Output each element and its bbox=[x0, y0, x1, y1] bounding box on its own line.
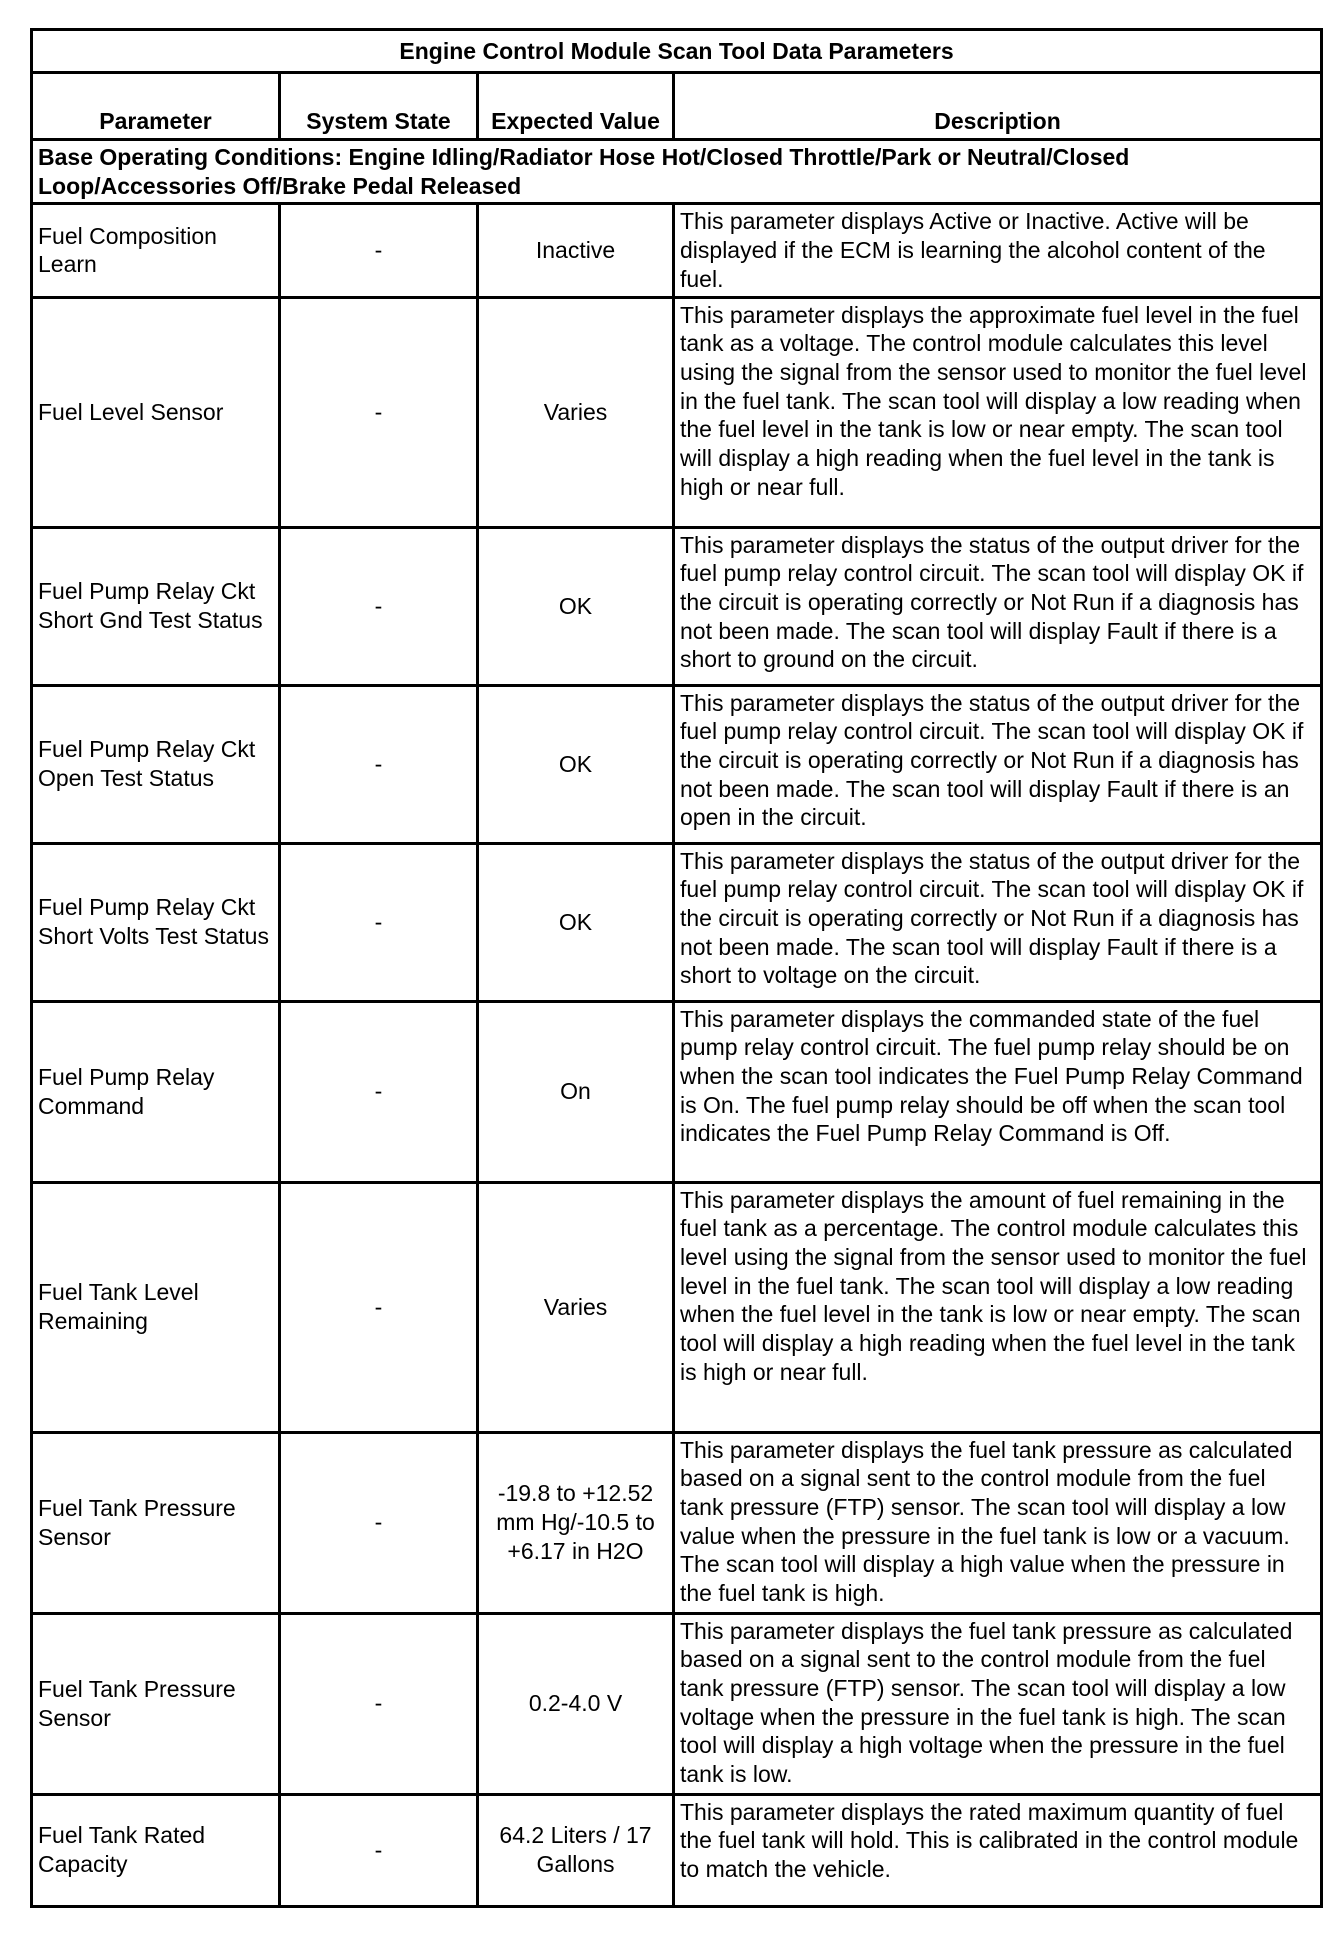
expected-value-cell: Varies bbox=[478, 1182, 674, 1432]
table-row bbox=[32, 685, 1322, 843]
system-state-cell: - bbox=[280, 1794, 478, 1906]
table-row bbox=[32, 527, 1322, 685]
table-row bbox=[32, 1794, 1322, 1906]
description-cell: This parameter displays the amount of fuel remaining in the fuel tank as a percentage. The control module calculates this level using the signal from the sensor used to monitor the fuel level in the fuel tank. The scan tool will display a low reading when the fuel level in the tank is low or near empty. The scan tool will display a high reading when the fuel level in the tank is high or near full. bbox=[674, 1182, 1322, 1432]
expected-value-cell: OK bbox=[478, 685, 674, 843]
header-description: Description bbox=[674, 73, 1322, 140]
table-row bbox=[32, 297, 1322, 527]
parameter-cell: Fuel Tank Level Remaining bbox=[32, 1182, 280, 1432]
parameter-cell: Fuel Composition Learn bbox=[32, 204, 280, 297]
system-state-cell: - bbox=[280, 1182, 478, 1432]
parameter-cell: Fuel Pump Relay Ckt Open Test Status bbox=[32, 685, 280, 843]
expected-value-cell: Inactive bbox=[478, 204, 674, 297]
description-cell: This parameter displays the status of the output driver for the fuel pump relay control circuit. The scan tool will display OK if the circuit is operating correctly or Not Run if a diagnosis has not been made. The scan tool will display Fault if there is a short to voltage on the circuit. bbox=[674, 843, 1322, 1001]
table-row bbox=[32, 1182, 1322, 1432]
base-conditions-row bbox=[32, 140, 1322, 204]
header-system-state: System State bbox=[280, 73, 478, 140]
system-state-cell: - bbox=[280, 685, 478, 843]
parameter-cell: Fuel Tank Pressure Sensor bbox=[32, 1613, 280, 1794]
system-state-cell: - bbox=[280, 1613, 478, 1794]
expected-value-cell: OK bbox=[478, 843, 674, 1001]
system-state-cell: - bbox=[280, 297, 478, 527]
expected-value-cell: -19.8 to +12.52 mm Hg/-10.5 to +6.17 in H2O bbox=[478, 1432, 674, 1613]
description-cell: This parameter displays the approximate fuel level in the fuel tank as a voltage. The control module calculates this level using the signal from the sensor used to monitor the fuel level in the fuel tank. The scan tool will display a low reading when the fuel level in the tank is low or near empty. The scan tool will display a high reading when the fuel level in the tank is high or near full. bbox=[674, 297, 1322, 527]
header-parameter: Parameter bbox=[32, 73, 280, 140]
system-state-cell: - bbox=[280, 204, 478, 297]
description-cell: This parameter displays the rated maximum quantity of fuel the fuel tank will hold. This is calibrated in the control module to match the vehicle. bbox=[674, 1794, 1322, 1906]
table-title: Engine Control Module Scan Tool Data Parameters bbox=[32, 30, 1322, 73]
base-conditions: Base Operating Conditions: Engine Idling/Radiator Hose Hot/Closed Throttle/Park or Neutral/Closed Loop/Accessories Off/Brake Pedal Released bbox=[32, 140, 1322, 204]
description-cell: This parameter displays the status of the output driver for the fuel pump relay control circuit. The scan tool will display OK if the circuit is operating correctly or Not Run if a diagnosis has not been made. The scan tool will display Fault if there is an open in the circuit. bbox=[674, 685, 1322, 843]
scan-tool-data-table bbox=[30, 28, 1323, 1908]
expected-value-cell: 64.2 Liters / 17 Gallons bbox=[478, 1794, 674, 1906]
table-title-row bbox=[32, 30, 1322, 73]
description-cell: This parameter displays the commanded state of the fuel pump relay control circuit. The fuel pump relay should be on when the scan tool indicates the Fuel Pump Relay Command is On. The fuel pump relay should be off when the scan tool indicates the Fuel Pump Relay Command is Off. bbox=[674, 1001, 1322, 1182]
parameter-cell: Fuel Level Sensor bbox=[32, 297, 280, 527]
parameter-cell: Fuel Pump Relay Command bbox=[32, 1001, 280, 1182]
header-expected-value: Expected Value bbox=[478, 73, 674, 140]
system-state-cell: - bbox=[280, 1001, 478, 1182]
table-row bbox=[32, 1432, 1322, 1613]
description-cell: This parameter displays Active or Inactive. Active will be displayed if the ECM is learning the alcohol content of the fuel. bbox=[674, 204, 1322, 297]
system-state-cell: - bbox=[280, 1432, 478, 1613]
table-row bbox=[32, 1613, 1322, 1794]
expected-value-cell: OK bbox=[478, 527, 674, 685]
expected-value-cell: On bbox=[478, 1001, 674, 1182]
system-state-cell: - bbox=[280, 843, 478, 1001]
description-cell: This parameter displays the status of the output driver for the fuel pump relay control circuit. The scan tool will display OK if the circuit is operating correctly or Not Run if a diagnosis has not been made. The scan tool will display Fault if there is a short to ground on the circuit. bbox=[674, 527, 1322, 685]
description-cell: This parameter displays the fuel tank pressure as calculated based on a signal sent to the control module from the fuel tank pressure (FTP) sensor. The scan tool will display a low value when the pressure in the fuel tank is low or a vacuum. The scan tool will display a high value when the pressure in the fuel tank is high. bbox=[674, 1432, 1322, 1613]
table-row bbox=[32, 1001, 1322, 1182]
expected-value-cell: 0.2-4.0 V bbox=[478, 1613, 674, 1794]
parameter-cell: Fuel Tank Rated Capacity bbox=[32, 1794, 280, 1906]
table-row bbox=[32, 204, 1322, 297]
description-cell: This parameter displays the fuel tank pressure as calculated based on a signal sent to the control module from the fuel tank pressure (FTP) sensor. The scan tool will display a low voltage when the pressure in the fuel tank is high. The scan tool will display a high voltage when the pressure in the fuel tank is low. bbox=[674, 1613, 1322, 1794]
parameter-cell: Fuel Tank Pressure Sensor bbox=[32, 1432, 280, 1613]
column-header-row bbox=[32, 73, 1322, 140]
expected-value-cell: Varies bbox=[478, 297, 674, 527]
system-state-cell: - bbox=[280, 527, 478, 685]
table-row bbox=[32, 843, 1322, 1001]
parameter-cell: Fuel Pump Relay Ckt Short Gnd Test Status bbox=[32, 527, 280, 685]
parameter-cell: Fuel Pump Relay Ckt Short Volts Test Status bbox=[32, 843, 280, 1001]
